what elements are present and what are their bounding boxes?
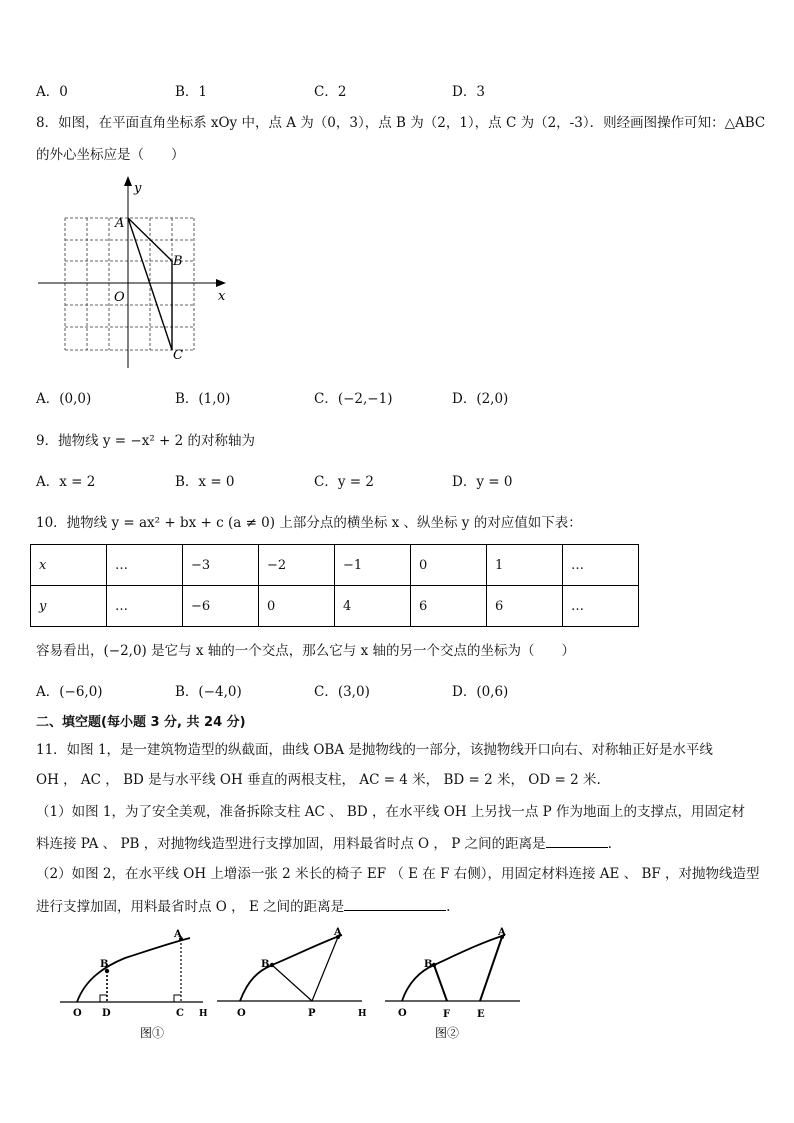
label-h: H — [199, 1009, 208, 1019]
q10-option-d: D．(0,6) — [452, 684, 509, 700]
table-cell: −1 — [335, 545, 411, 586]
parabola-curve — [240, 935, 342, 1001]
answer-blank-1[interactable] — [546, 833, 608, 848]
right-angle-c — [174, 995, 181, 1002]
y-axis-label: y — [134, 181, 142, 196]
table-cell: −3 — [183, 545, 259, 586]
point-a-label: A — [115, 216, 125, 231]
q11-stem-line2: OH ， AC ， BD 是与水平线 OH 垂直的两根支柱， AC = 4 米， BD = 2 米， OD = 2 米. — [36, 772, 601, 788]
q9-option-b: B．x = 0 — [175, 474, 235, 490]
segment-ae — [480, 937, 502, 1001]
figure-caption: 图② — [435, 1026, 460, 1040]
table-cell: 1 — [487, 545, 563, 586]
q8-stem-line1: 8．如图，在平面直角坐标系 xOy 中，点 A 为（0，3），点 B 为（2，1），点 C 为（2，-3）．则经画图操作可知：△ABC — [36, 115, 766, 131]
label-o: O — [73, 1008, 82, 1019]
point-c-label: C — [173, 348, 183, 363]
label-a: A — [174, 929, 182, 940]
point-b-label: B — [173, 254, 183, 269]
q8-coordinate-figure — [30, 170, 240, 375]
parabola-curve — [402, 935, 505, 1001]
q10-stem: 10．抛物线 y = ax² + bx + c (a ≠ 0) 上部分点的横坐标 x 、纵坐标 y 的对应值如下表： — [36, 515, 582, 531]
table-row-x — [31, 545, 639, 586]
label-h: H — [358, 1009, 367, 1019]
y-axis-arrow — [124, 176, 132, 186]
q8-option-d: D．(2,0) — [452, 391, 509, 407]
q9-stem: 9．抛物线 y = −x² + 2 的对称轴为 — [36, 433, 256, 449]
point-b — [270, 963, 274, 967]
table-cell: y — [31, 586, 107, 627]
q8-option-b: B．(1,0) — [175, 391, 231, 407]
q9-option-d: D．y = 0 — [452, 474, 513, 490]
table-cell: … — [563, 545, 639, 586]
q7-option-b: B．1 — [175, 84, 208, 100]
table-cell: −6 — [183, 586, 259, 627]
q8-option-a: A．(0,0) — [36, 391, 92, 407]
segment-pb — [272, 965, 312, 1001]
table-cell: 6 — [487, 586, 563, 627]
q11-part1-line2 — [36, 833, 612, 853]
table-cell: … — [107, 586, 183, 627]
x-axis-label: x — [218, 289, 226, 304]
label-p: P — [308, 1008, 316, 1019]
q10-value-table — [30, 544, 639, 627]
q11-part1-text: 料连接 PA 、 PB ，对抛物线造型进行支撑加固，用料最省时点 O ， P 之间的距离是 — [36, 836, 546, 852]
right-angle-d — [100, 995, 107, 1002]
figure-caption: 图① — [140, 1026, 165, 1040]
q8-option-c: C．(−2,−1) — [314, 391, 393, 407]
section-title: 二、填空题(每小题 3 分, 共 24 分) — [36, 715, 246, 730]
answer-blank-2[interactable] — [344, 896, 446, 911]
q10-option-b: B．(−4,0) — [175, 684, 242, 700]
table-cell: … — [563, 586, 639, 627]
table-cell: 4 — [335, 586, 411, 627]
table-cell: x — [31, 545, 107, 586]
q7-option-a: A．0 — [36, 84, 68, 100]
q11-stem-line1: 11．如图 1，是一建筑物造型的纵截面，曲线 OBA 是抛物线的一部分，该抛物线开口向右、对称轴正好是水平线 — [36, 742, 713, 758]
q11-figure-2 — [212, 925, 377, 1025]
label-f: F — [443, 1009, 451, 1020]
q11-part2-line1: （2）如图 2，在水平线 OH 上增添一张 2 米长的椅子 EF （ E 在 F 右侧），用固定材料连接 AE 、 BF ，对抛物线造型 — [36, 866, 760, 882]
q9-option-a: A．x = 2 — [36, 474, 96, 490]
origin-label: O — [114, 290, 125, 305]
q8-stem-line2: 的外心坐标应是（ ） — [36, 147, 185, 163]
q11-part1-line1: （1）如图 1，为了安全美观，准备拆除支柱 AC 、 BD ，在水平线 OH 上另找一点 P 作为地面上的支撑点，用固定材 — [36, 804, 746, 820]
q11-part2-end: . — [446, 899, 451, 915]
q7-option-d: D．3 — [452, 84, 485, 100]
q11-figure-3 — [380, 925, 530, 1045]
x-axis-arrow — [216, 279, 226, 287]
label-d: D — [102, 1008, 111, 1019]
label-b: B — [100, 959, 109, 970]
label-b: B — [424, 959, 433, 970]
grid-lines — [65, 218, 194, 350]
table-cell: 0 — [411, 545, 487, 586]
label-a: A — [498, 927, 506, 938]
q7-option-c: C．2 — [314, 84, 347, 100]
parabola-curve — [77, 938, 190, 1002]
segment-bf — [434, 965, 447, 1001]
q10-option-c: C．(3,0) — [314, 684, 370, 700]
table-cell: 0 — [259, 586, 335, 627]
table-cell: 6 — [411, 586, 487, 627]
label-a: A — [334, 927, 342, 938]
q11-part1-end: . — [607, 836, 612, 852]
label-o: O — [398, 1008, 407, 1019]
table-row-y — [31, 586, 639, 627]
label-c: C — [176, 1008, 184, 1019]
q10-after-text: 容易看出，(−2,0) 是它与 x 轴的一个交点，那么它与 x 轴的另一个交点的坐标为（ ） — [36, 643, 575, 659]
point-b — [432, 963, 436, 967]
table-cell: −2 — [259, 545, 335, 586]
label-e: E — [477, 1009, 485, 1020]
q10-option-a: A．(−6,0) — [36, 684, 103, 700]
label-b: B — [261, 959, 270, 970]
q9-option-c: C．y = 2 — [314, 474, 374, 490]
q11-figure-1 — [55, 925, 215, 1045]
label-o: O — [237, 1008, 246, 1019]
q11-part2-line2 — [36, 896, 450, 916]
table-cell: … — [107, 545, 183, 586]
q11-part2-text: 进行支撑加固，用料最省时点 O ， E 之间的距离是 — [36, 899, 345, 915]
